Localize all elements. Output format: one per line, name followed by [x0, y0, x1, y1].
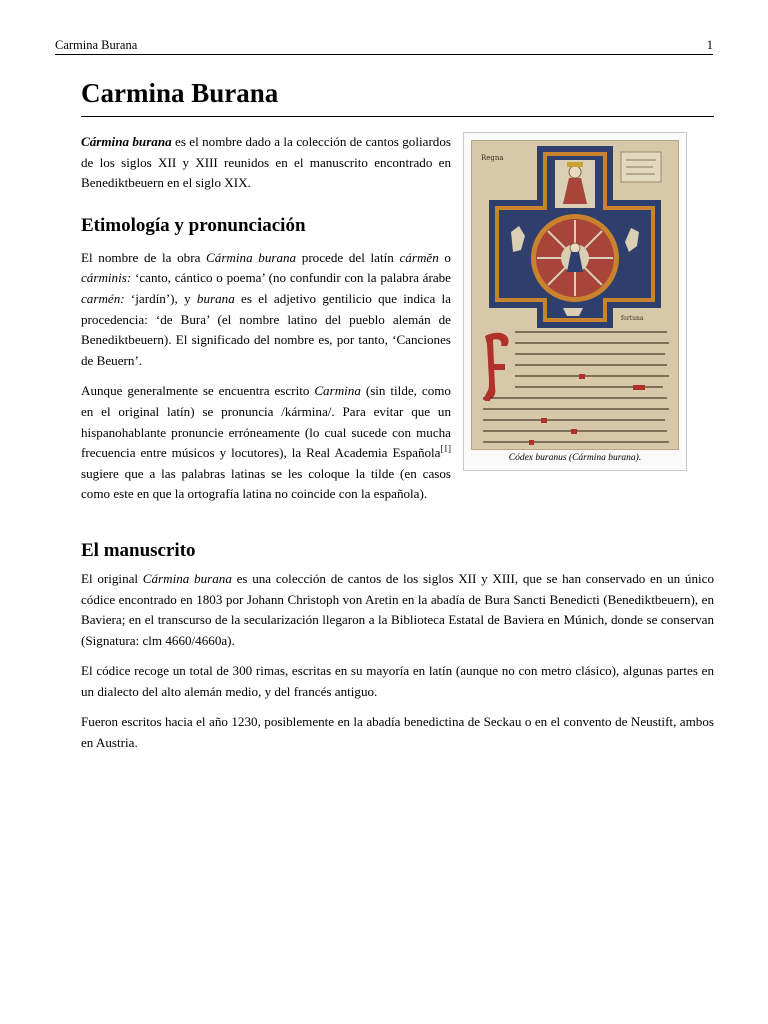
text-run: ‘jardín’), y [124, 290, 197, 306]
running-header [55, 38, 713, 55]
intro-term: Cármina burana [81, 134, 172, 149]
text-run: sugiere que a las palabras latinas se les coloque la tilde (en casos como este en que la ortografía latina no coincide con la española). [81, 465, 451, 502]
text-run: ‘canto, cántico o poema’ (no confundir con la palabra árabe [131, 270, 451, 286]
text-run: procede del latín [296, 249, 400, 265]
mark-right-note: fortuna [621, 315, 644, 322]
italic-term: cármĕn [399, 249, 439, 265]
text-run: El original [81, 570, 143, 586]
text-run: Aunque generalmente se encuentra escrito [81, 383, 315, 399]
text-run: o [438, 249, 451, 265]
codex-figure [463, 132, 687, 471]
intro-paragraph [81, 132, 451, 194]
page-number: 1 [706, 38, 713, 52]
page-title: Carmina Burana [81, 76, 714, 117]
text-run: El nombre de la obra [81, 249, 207, 265]
italic-term: cárminis: [81, 270, 132, 286]
manuscript-paragraph-2: El códice recoge un total de 300 rimas, escritas en su mayoría en latín (aunque no con metro clásico), algunas partes en un dialecto del alto alemán medio, y del francés antiguo. [81, 663, 714, 699]
etymology-paragraph-2 [81, 381, 451, 505]
running-title: Carmina Burana [55, 38, 138, 52]
italic-term: Cármina burana [142, 570, 232, 586]
italic-term: carmén: [81, 290, 125, 306]
italic-term: Carmina [314, 383, 361, 399]
italic-term: Cármina burana [206, 249, 297, 265]
manuscript-paragraph-3: Fueron escritos hacia el año 1230, posiblemente en la abadía benedictina de Seckau o en el convento de Neustift, ambos en Austria. [81, 714, 714, 751]
footnote-reference-link[interactable]: [1] [440, 443, 451, 454]
etymology-paragraph-1 [81, 248, 451, 372]
text-run: (sin tilde, como en el original latín) se pronuncia /kármina/. Para evitar que un hispanohablante pronuncie erróneamente (lo cual sucede con mucha frecuencia entre músicos y locutores), la Real Academia Española [81, 383, 451, 461]
italic-term: burana [196, 290, 235, 306]
mark-top-left: Regna [481, 154, 504, 162]
section-heading-etymology: Etimología y pronunciación [81, 214, 306, 236]
intro-text: es el nombre dado a la colección de cantos goliardos de los siglos XII y XIII reunidos en el manuscrito encontrado en Benediktbeuern en el siglo XIX. [81, 134, 451, 191]
text-run: es una colección de cantos de los siglos XII y XIII, que se han conservado en un único códice encontrado en 1803 por Johann Christoph von Aretin en la abadía de Bura Sancti Benedicti (Benediktbeuern), en Baviera; en el transcurso de la secularización llegaron a la Biblioteca Estatal de Baviera en Múnich, donde se conservan (Signatura: clm 4660/4660a). [81, 570, 714, 648]
manuscript-paragraph-1 [81, 569, 714, 651]
figure-caption: Códex buranus (Cármina burana). [508, 453, 642, 463]
section-heading-manuscript: El manuscrito [81, 539, 196, 561]
codex-buranus-image [471, 140, 679, 450]
text-run: es el adjetivo gentilicio que indica la procedencia: ‘de Bura’ (el nombre latino del pueblo alemán de Benediktbeuern). El significado del nombre es, por tanto, ‘Canciones de Beuern’. [81, 290, 451, 368]
